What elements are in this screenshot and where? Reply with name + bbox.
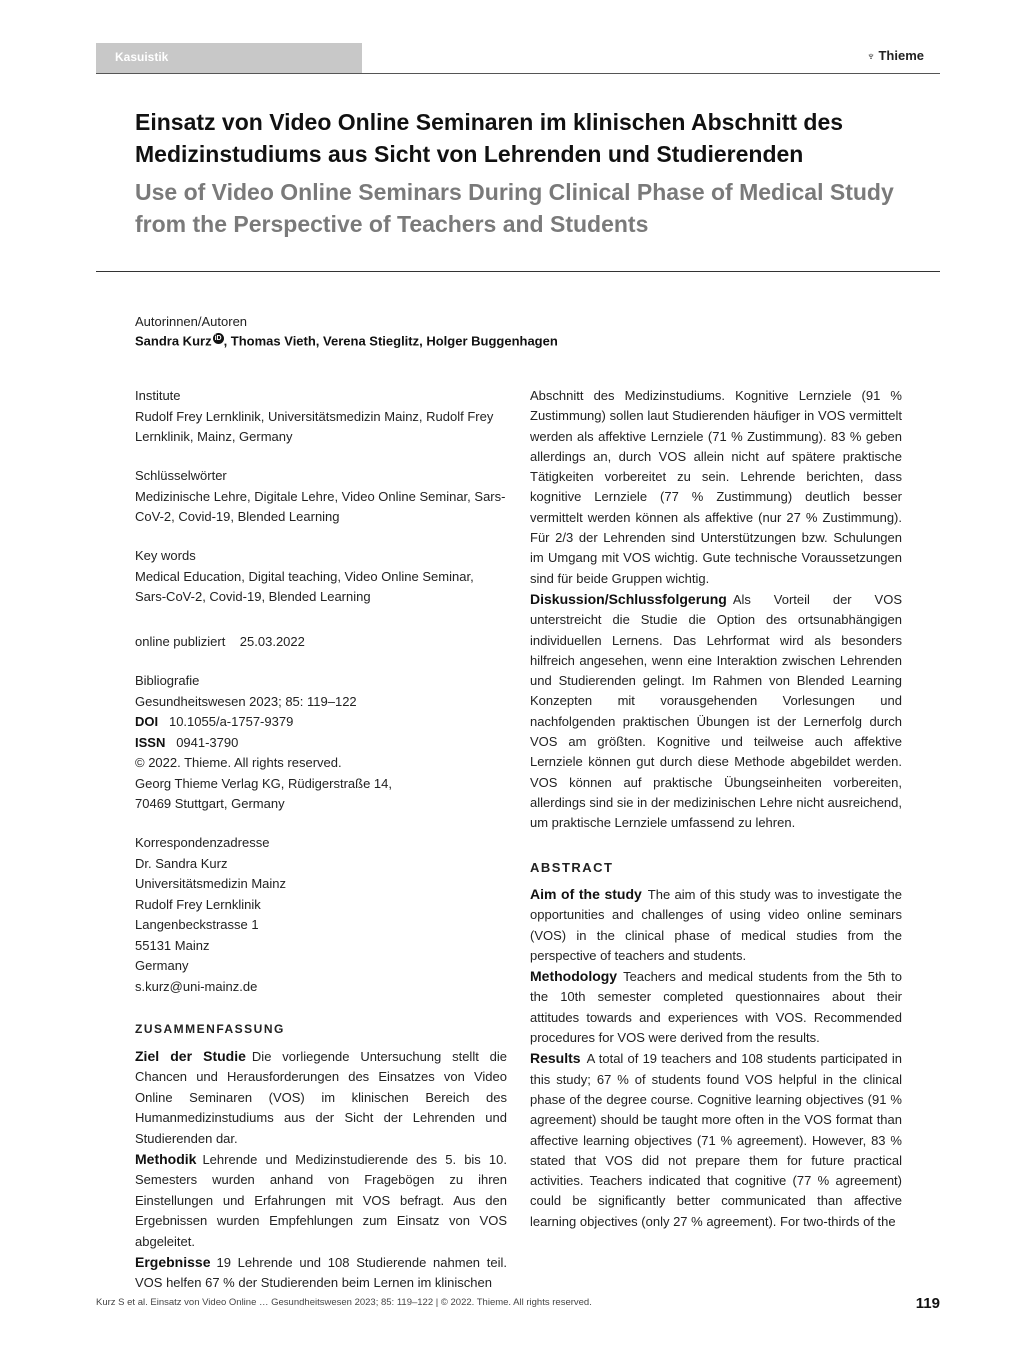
keywords-en-label: Key words	[135, 548, 196, 563]
ergebnisse-text-right: Abschnitt des Medizinstudiums. Kognitive Lernziele (91 % Zustimmung) sollen laut Studierenden häufiger in VOS vermittelt werden als affektive Lernziele (71 % Zustimmung). 83 % geben allerdings an, durch VOS allein nicht auf spätere praktische Tätigkeiten vorbereitet zu sein. Lehrende berichten, dass kognitive Lernziele (77 % Zustimmung) deutlich besser vermittelt werden können als affektive (nur 27 % Zustimmung). Für 2/3 der Lehrenden sind Unterstützungen bzw. Schulungen im Umgang mit VOS wichtig. Gute technische Voraussetzungen sind für beide Gruppen wichtig.	[530, 388, 902, 586]
online-label: online publiziert	[135, 634, 226, 649]
publisher-brand	[866, 48, 924, 63]
methodik-text: Lehrende und Medizinstudierende des 5. bis 10. Semesters wurden anhand von Fragebögen zu ihren Einstellungen und Erfahrungen mit VOS befragt. Aus den Ergebnissen wurden Empfehlungen zum Einsatz von VOS abgeleitet.	[135, 1152, 507, 1249]
authors-list	[135, 333, 558, 348]
title-separator	[96, 271, 940, 272]
results-heading: Results	[530, 1050, 581, 1067]
method-heading: Methodology	[530, 968, 618, 985]
abstract-body	[530, 884, 902, 1232]
keywords-en-block	[135, 546, 507, 608]
keywords-de-block	[135, 466, 507, 528]
footer-citation: Kurz S et al. Einsatz von Video Online … Gesundheitswesen 2023; 85: 119–122 | © 2022. Thieme. All rights reserved.	[96, 1297, 592, 1308]
aim-text: The aim of this study was to investigate the opportunities and challenges of using video online seminars (VOS) in the clinical phase of medical studies from the perspective of teachers and students.	[530, 887, 903, 963]
publisher-name: Thieme	[878, 48, 924, 63]
institute-block	[135, 386, 507, 448]
zusammenfassung-heading: ZUSAMMENFASSUNG	[135, 1022, 285, 1036]
orcid-icon[interactable]: iD	[214, 335, 222, 342]
results-text: A total of 19 teachers and 108 students participated in this study; 67 % of students found VOS helpful in the clinical phase of the degree course. Cognitive learning objectives (91 % agreement) should be taught more often in the VOS format than affective learning objectives (71 % agreement). However, 83 % stated that VOS did not prepare them for future practical activities. Teachers indicated that cognitive (77 % agreement) could be significantly better communicated than affective learning objectives (only 27 % agreement). For two-thirds of the	[530, 1051, 902, 1229]
correspondence-block	[135, 833, 507, 997]
correspondence-email[interactable]: s.kurz@uni-mainz.de	[135, 978, 258, 994]
institute-text: Rudolf Frey Lernklinik, Universitätsmedizin Mainz, Rudolf Frey Lernklinik, Mainz, Germany	[135, 408, 494, 444]
keywords-de-text: Medizinische Lehre, Digitale Lehre, Video Online Seminar, Sars-CoV-2, Covid-19, Blended Learning	[135, 488, 506, 524]
ziel-text: Die vorliegende Untersuchung stellt die Chancen und Herausforderungen des Einsatzes von Video Online Seminaren (VOS) im klinischen Bereich des Humanmedizinstudiums aus der Sicht der Lehrenden und Studierenden dar.	[135, 1049, 508, 1146]
doi-value[interactable]: 10.1055/a-1757-9379	[168, 714, 294, 729]
bibliography-citation: Gesundheitswesen 2023; 85: 119–122	[135, 693, 357, 709]
page-number: 119	[915, 1295, 940, 1312]
diskussion-text: Als Vorteil der VOS unterstreicht die Studie die Option des ortsunabhängigen individuellen Lernens. Das Lehrformat wird als besonders hilfreich angesehen, wenn eine Interaktion zwischen Lehrenden und Studierenden gelingt. Im Rahmen von Blended Learning Konzepten mit vorausgehenden Vorlesungen und nachfolgenden praktischen Übungen ist der Lernerfolg durch VOS am größten. Kognitive und teilweise auch affektive Lernziele können gut durch diese Methode abgebildet werden. VOS können auf praktische Übungseinheiten vorbereiten, allerdings sind sie in der medizinischen Lehre nicht ausreichend, um praktische Lernziele umfassend zu lehren.	[530, 591, 902, 831]
zusammenfassung-left	[135, 1046, 507, 1294]
online-date: 25.03.2022	[239, 634, 305, 649]
methodik-heading: Methodik	[135, 1151, 197, 1168]
abstract-heading: ABSTRACT	[530, 860, 614, 875]
thieme-logo-icon: ♆	[866, 49, 876, 63]
correspondence-line: Dr. Sandra Kurz	[135, 855, 228, 871]
ziel-heading: Ziel der Studie	[135, 1048, 246, 1064]
other-authors: , Thomas Vieth, Verena Stieglitz, Holger Buggenhagen	[223, 333, 558, 349]
bibliography-label: Bibliografie	[135, 673, 200, 688]
zusammenfassung-right	[530, 386, 902, 834]
publisher-address-2: 70469 Stuttgart, Germany	[135, 796, 285, 811]
method-text: Teachers and medical students from the 5th to the 10th semester completed questionnaires about their attitudes towards and experiences with VOS. Recommended procedures for VOS were derived from the results.	[530, 969, 902, 1046]
diskussion-heading: Diskussion/Schlussfolgerung	[530, 590, 727, 607]
correspondence-line: Germany	[135, 958, 189, 973]
institute-label: Institute	[135, 388, 181, 403]
first-author: Sandra Kurz	[135, 333, 212, 349]
doi-label: DOI	[135, 714, 159, 729]
bibliography-block	[135, 671, 507, 815]
aim-heading: Aim of the study	[530, 886, 642, 902]
title-english: Use of Video Online Seminars During Clinical Phase of Medical Study from the Perspective of Teachers and Students	[135, 179, 894, 237]
correspondence-label: Korrespondenzadresse	[135, 835, 270, 850]
ergebnisse-text-left: 19 Lehrende und 108 Studierende nahmen teil. VOS helfen 67 % der Studierenden beim Lernen im klinischen	[135, 1255, 507, 1291]
copyright: © 2022. Thieme. All rights reserved.	[135, 755, 342, 770]
correspondence-line: Universitätsmedizin Mainz	[135, 876, 286, 891]
authors-label: Autorinnen/Autoren	[135, 314, 248, 329]
issn-value: 0941-3790	[176, 734, 239, 750]
section-tag-bar	[96, 43, 362, 73]
publisher-address-1: Georg Thieme Verlag KG, Rüdigerstraße 14,	[135, 775, 392, 791]
online-published	[135, 632, 507, 653]
ergebnisse-heading: Ergebnisse	[135, 1254, 211, 1271]
correspondence-line: Langenbeckstrasse 1	[135, 917, 259, 932]
issn-label: ISSN	[135, 734, 166, 750]
header-rule	[96, 73, 940, 74]
correspondence-line: 55131 Mainz	[135, 937, 210, 953]
section-tag: Kasuistik	[115, 50, 169, 64]
correspondence-line: Rudolf Frey Lernklinik	[135, 896, 261, 912]
keywords-en-text: Medical Education, Digital teaching, Video Online Seminar, Sars-CoV-2, Covid-19, Blended Learning	[135, 568, 474, 604]
title-german: Einsatz von Video Online Seminaren im klinischen Abschnitt des Medizinstudiums aus Sicht von Lehrenden und Studierenden	[135, 109, 844, 167]
keywords-de-label: Schlüsselwörter	[135, 468, 227, 483]
